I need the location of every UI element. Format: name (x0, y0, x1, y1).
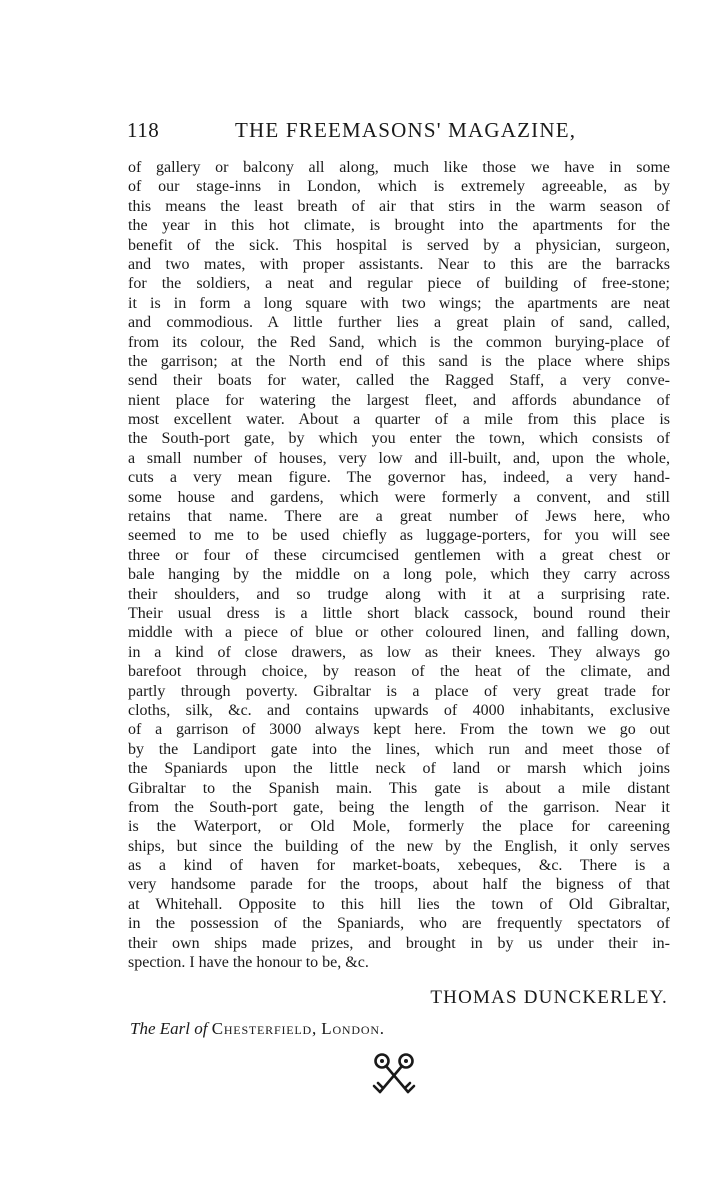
letter-body (128, 158, 670, 972)
text-line: retains that name. There are a great number of Jews here, who (128, 508, 670, 526)
crossed-keys-icon (368, 1052, 420, 1098)
text-line: Gibraltar to the Spanish main. This gate is about a mile distant (128, 779, 670, 797)
text-line: benefit of the sick. This hospital is served by a physician, surgeon, (128, 236, 670, 254)
signature: THOMAS DUNCKERLEY. (430, 987, 668, 1008)
text-line: by the Landiport gate into the lines, which run and meet those of (128, 740, 670, 758)
text-line: their own ships made prizes, and brought in by us under their in- (128, 934, 670, 952)
text-line: from the South-port gate, being the length of the garrison. Near it (128, 798, 670, 816)
addressee (130, 1019, 385, 1039)
text-line: and commodious. A little further lies a great plain of sand, called, (128, 314, 670, 332)
text-line: this means the least breath of air that stirs in the warm season of (128, 197, 670, 215)
text-line: partly through poverty. Gibraltar is a place of very great trade for (128, 682, 670, 700)
text-line: send their boats for water, called the Ragged Staff, a very conve- (128, 372, 670, 390)
text-line: as a kind of haven for market-boats, xebeques, &c. There is a (128, 857, 670, 875)
text-line: some house and gardens, which were formerly a convent, and still (128, 488, 670, 506)
text-line: a small number of houses, very low and ill-built, and, upon the whole, (128, 449, 670, 467)
text-line: the garrison; at the North end of this sand is the place where ships (128, 352, 670, 370)
page-header (125, 118, 670, 148)
text-line: of gallery or balcony all along, much like those we have in some (128, 159, 670, 176)
page-number: 118 (127, 118, 160, 142)
text-line: the year in this hot climate, is brought into the apartments for the (128, 217, 670, 235)
text-line: in the possession of the Spaniards, who are frequently spectators of (128, 915, 670, 933)
text-line: the South-port gate, by which you enter the town, which consists of (128, 430, 670, 448)
text-line: of our stage-inns in London, which is extremely agreeable, as by (128, 178, 670, 196)
text-line: three or four of these circumcised gentlemen with a great chest or (128, 546, 670, 564)
text-line: it is in form a long square with two wings; the apartments are neat (128, 294, 670, 312)
text-line: Their usual dress is a little short black cassock, bound round their (128, 604, 670, 622)
text-line: nient place for watering the largest fleet, and affords abundance of (128, 391, 670, 409)
text-line: bale hanging by the middle on a long pole, which they carry across (128, 566, 670, 584)
text-line: middle with a piece of blue or other coloured linen, and falling down, (128, 624, 670, 642)
text-line: cuts a very mean figure. The governor has, indeed, a very hand- (128, 469, 670, 487)
text-line: at Whitehall. Opposite to this hill lies the town of Old Gibraltar, (128, 895, 670, 913)
text-line: their shoulders, and so trudge along with it at a surprising rate. (128, 585, 670, 603)
text-line: the Spaniards upon the little neck of land or marsh which joins (128, 760, 670, 778)
text-line: seemed to me to be used chiefly as luggage-porters, for you will see (128, 527, 670, 545)
text-line: spection. I have the honour to be, &c. (128, 954, 369, 972)
text-line: in a kind of close drawers, as low as their knees. They always go (128, 643, 670, 661)
text-line: is the Waterport, or Old Mole, formerly the place for careening (128, 818, 670, 836)
text-line: from its colour, the Red Sand, which is the common burying-place of (128, 333, 670, 351)
text-line: very handsome parade for the troops, about half the bigness of that (128, 876, 670, 894)
text-line: ships, but since the building of the new by the English, it only serves (128, 837, 670, 855)
addressee-prefix: The Earl of (130, 1019, 208, 1038)
text-line: cloths, silk, &c. and contains upwards of 4000 inhabitants, exclusive (128, 701, 670, 719)
running-title: THE FREEMASONS' MAGAZINE, (235, 118, 577, 142)
text-line: most excellent water. About a quarter of a mile from this place is (128, 411, 670, 429)
text-line: and two mates, with proper assistants. Near to this are the barracks (128, 255, 670, 273)
addressee-place: London. (321, 1019, 385, 1038)
text-line: for the soldiers, a neat and regular piece of building of free-stone; (128, 275, 670, 293)
addressee-name: Chesterfield, (211, 1019, 318, 1038)
text-line: of a garrison of 3000 always kept here. From the town we go out (128, 721, 670, 739)
text-line: barefoot through choice, by reason of the heat of the climate, and (128, 663, 670, 681)
